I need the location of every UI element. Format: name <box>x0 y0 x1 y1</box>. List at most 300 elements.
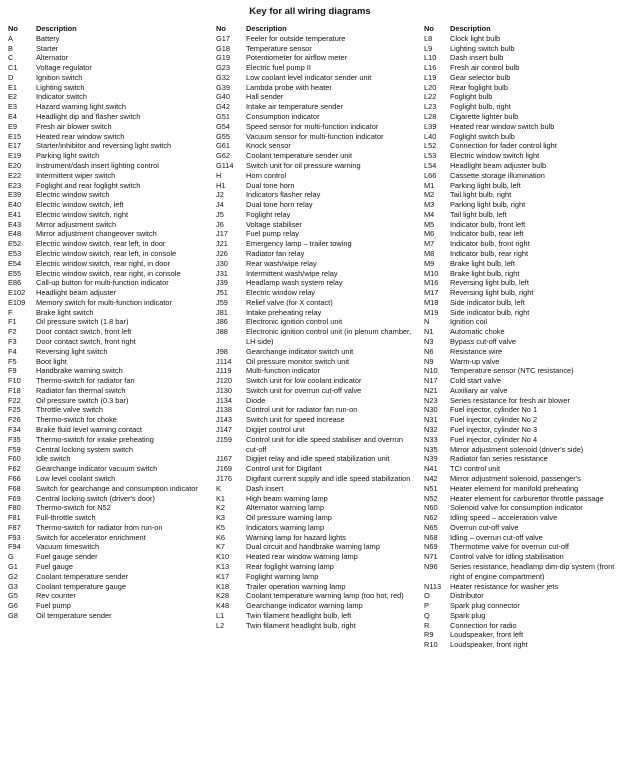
component-code: N23 <box>424 395 438 405</box>
key-entry <box>8 63 208 73</box>
component-description: Thermotime valve for overrun cut-off <box>450 542 569 552</box>
component-code: L66 <box>424 170 437 180</box>
component-code: B <box>8 43 13 53</box>
component-description: Mirror adjustment solenoid, passenger's <box>450 473 581 483</box>
key-entry <box>424 630 616 640</box>
key-entry <box>424 552 616 562</box>
key-entry <box>424 132 616 142</box>
component-description: Idling speed – acceleration valve <box>450 513 558 523</box>
component-description: Heater element for manifold preheating <box>450 483 579 493</box>
component-code: F22 <box>8 395 21 405</box>
key-entry <box>8 122 208 132</box>
component-code: L8 <box>424 33 433 43</box>
component-description: Resistance wire <box>450 346 503 356</box>
component-code: E43 <box>8 219 22 229</box>
key-entry <box>216 454 416 464</box>
component-description: Indicator bulb, front left <box>450 219 526 229</box>
component-code: F87 <box>8 522 21 532</box>
component-code: D <box>8 72 14 82</box>
key-entry <box>216 484 416 494</box>
component-code: N21 <box>424 385 438 395</box>
key-entry <box>8 259 208 269</box>
component-description: Consumption indicator <box>246 112 320 122</box>
component-description: Oil temperature sender <box>36 610 112 620</box>
component-code: F2 <box>8 327 17 337</box>
component-code: E4 <box>8 112 18 122</box>
component-code: J143 <box>216 415 233 425</box>
component-code: M19 <box>424 307 439 317</box>
component-description: Thermo-switch for radiator from run-on <box>36 522 163 532</box>
component-description: Rear foglight warning lamp <box>246 561 334 571</box>
component-code: L22 <box>424 92 437 102</box>
key-entry <box>8 220 208 230</box>
component-description: Indicator switch <box>36 92 87 102</box>
component-code: G23 <box>216 63 230 73</box>
key-entry <box>424 269 616 279</box>
key-entry <box>8 34 208 44</box>
component-description: Connection for fader control light <box>450 141 557 151</box>
component-description: Voltage stabiliser <box>246 219 302 229</box>
component-code: N60 <box>424 503 438 513</box>
page-title: Key for all wiring diagrams <box>249 6 371 17</box>
component-description: Parking light bulb, left <box>450 180 521 190</box>
key-entry <box>8 53 208 63</box>
component-description: Handbrake warning switch <box>36 366 123 376</box>
key-entry <box>216 347 416 357</box>
component-description: Fresh air blower switch <box>36 121 112 131</box>
component-description: Multi-function indicator <box>246 366 320 376</box>
component-description: Dash insert <box>246 483 284 493</box>
component-code: F80 <box>8 503 21 513</box>
component-code: H <box>216 170 222 180</box>
component-code: E20 <box>8 160 22 170</box>
component-code: M3 <box>424 200 435 210</box>
component-description: Intermittent wash/wipe relay <box>246 268 338 278</box>
key-entry <box>424 181 616 191</box>
key-entry <box>424 102 616 112</box>
key-entry <box>424 83 616 93</box>
component-code: J88 <box>216 327 228 337</box>
component-description: Relief valve (for X contact) <box>246 297 333 307</box>
component-code: N33 <box>424 434 438 444</box>
component-description: Electric window switch, rear left, in door <box>36 239 166 249</box>
key-entry <box>216 151 416 161</box>
component-code: N17 <box>424 376 438 386</box>
component-description: Dual tone horn relay <box>246 200 313 210</box>
component-description: Loudspeaker, front left <box>450 630 524 640</box>
key-entry <box>424 357 616 367</box>
component-code: K7 <box>216 542 226 552</box>
component-description: Indicators warning lamp <box>246 522 325 532</box>
key-entry <box>424 63 616 73</box>
component-code: M1 <box>424 180 435 190</box>
key-entry <box>424 484 616 494</box>
component-description: Spark plug connector <box>450 601 520 611</box>
key-entry <box>8 308 208 318</box>
component-code: F35 <box>8 434 21 444</box>
key-entry <box>424 92 616 102</box>
component-code: M4 <box>424 209 435 219</box>
key-entry <box>8 366 208 376</box>
component-code: C <box>8 53 14 63</box>
component-code: K <box>216 483 221 493</box>
component-description: Switch for gearchange and consumption indicator <box>36 483 198 493</box>
key-entry <box>424 386 616 396</box>
key-entry <box>8 229 208 239</box>
component-description: Radiator fan series resistance <box>450 454 548 464</box>
component-description: Intake air temperature sender <box>246 102 343 112</box>
key-entry <box>8 298 208 308</box>
key-entry <box>8 210 208 220</box>
component-code: L54 <box>424 160 437 170</box>
component-code: R <box>424 620 430 630</box>
component-code: J59 <box>216 297 228 307</box>
component-description: Gearchange indicator warning lamp <box>246 601 363 611</box>
component-description: Thermo-switch for intake preheating <box>36 434 154 444</box>
component-description: Oil pressure warning lamp <box>246 513 332 523</box>
key-entry <box>216 513 416 523</box>
component-code: F62 <box>8 464 21 474</box>
key-entry <box>424 210 616 220</box>
key-entry <box>424 317 616 327</box>
component-description: Battery <box>36 33 60 43</box>
component-description: Emergency lamp – trailer towing <box>246 239 352 249</box>
key-entry <box>424 308 616 318</box>
key-entry <box>424 415 616 425</box>
key-entry <box>424 161 616 171</box>
key-entry <box>216 503 416 513</box>
key-entry <box>8 317 208 327</box>
key-entry <box>216 542 416 552</box>
component-description: Side indicator bulb, left <box>450 297 525 307</box>
key-entry <box>8 396 208 406</box>
key-entry <box>216 494 416 504</box>
component-description: Switch unit for speed increase <box>246 415 345 425</box>
component-code: N9 <box>424 356 434 366</box>
component-code: F60 <box>8 454 21 464</box>
component-description: Cold start valve <box>450 376 501 386</box>
component-description: Rev counter <box>36 591 76 601</box>
key-entry <box>216 386 416 396</box>
component-code: J86 <box>216 317 228 327</box>
component-description: Lighting switch bulb <box>450 43 515 53</box>
component-description: Coolant temperature sender <box>36 571 129 581</box>
component-code: J98 <box>216 346 228 356</box>
component-code: J5 <box>216 209 224 219</box>
component-code: E17 <box>8 141 22 151</box>
component-description: Digijet control unit <box>246 425 305 435</box>
key-entry <box>424 347 616 357</box>
component-code: N41 <box>424 464 438 474</box>
key-entry <box>8 552 208 562</box>
key-column-2 <box>216 24 416 630</box>
component-description: Distributor <box>450 591 484 601</box>
component-description: Oil pressure switch (1.8 bar) <box>36 317 129 327</box>
component-code: J119 <box>216 366 232 376</box>
component-code: N10 <box>424 366 438 376</box>
component-code: L10 <box>424 53 437 63</box>
component-description: Clock light bulb <box>450 33 501 43</box>
component-description: Radiator fan relay <box>246 248 305 258</box>
component-code: G51 <box>216 112 230 122</box>
key-entry <box>216 572 416 582</box>
component-code: O <box>424 591 430 601</box>
key-entry <box>8 357 208 367</box>
component-code: M5 <box>424 219 435 229</box>
component-code: N6 <box>424 346 434 356</box>
component-description: Thermo-switch for radiator fan <box>36 376 135 386</box>
component-code: J51 <box>216 288 228 298</box>
description-header: Description <box>36 24 77 33</box>
key-entry <box>424 425 616 435</box>
component-description: Gearchange indicator switch unit <box>246 346 354 356</box>
key-entry <box>216 278 416 288</box>
component-code: K18 <box>216 581 230 591</box>
key-entry <box>8 83 208 93</box>
component-code: E3 <box>8 102 18 112</box>
column-header <box>424 24 616 34</box>
component-code: G40 <box>216 92 230 102</box>
key-entry <box>8 562 208 572</box>
component-description: Foglight switch bulb <box>450 131 515 141</box>
component-code: F1 <box>8 317 17 327</box>
component-description: Mirror adjustment solenoid (driver's side) <box>450 444 584 454</box>
component-code: R10 <box>424 640 438 650</box>
component-code: G32 <box>216 72 230 82</box>
key-entry <box>8 288 208 298</box>
component-description: Fuel pump <box>36 601 71 611</box>
component-description: Temperature sensor (NTC resistance) <box>450 366 574 376</box>
component-code: A <box>8 33 13 43</box>
key-entry <box>424 327 616 337</box>
component-description: Reversing light switch <box>36 346 108 356</box>
key-entry <box>216 34 416 44</box>
component-code: G114 <box>216 160 234 170</box>
component-description: Switch for accelerator enrichment <box>36 532 146 542</box>
key-entry <box>8 494 208 504</box>
component-code: J26 <box>216 248 228 258</box>
component-code: G62 <box>216 151 230 161</box>
key-entry <box>424 396 616 406</box>
component-code: G54 <box>216 121 230 131</box>
component-code: N32 <box>424 425 438 435</box>
component-code: K6 <box>216 532 226 542</box>
component-code: K10 <box>216 552 230 562</box>
key-entry <box>8 190 208 200</box>
key-entry <box>216 190 416 200</box>
component-code: N71 <box>424 552 438 562</box>
component-code: G2 <box>8 571 18 581</box>
component-description: Fuel pump relay <box>246 229 299 239</box>
component-description: Brake fluid level warning contact <box>36 425 142 435</box>
component-code: E52 <box>8 239 22 249</box>
component-description: Heated rear window warning lamp <box>246 552 358 562</box>
component-description: Call-up button for multi-function indicator <box>36 278 169 288</box>
component-code: J4 <box>216 200 224 210</box>
key-entry <box>216 132 416 142</box>
component-code: E54 <box>8 258 22 268</box>
component-code: F9 <box>8 366 17 376</box>
component-description: Trailer operation warning lamp <box>246 581 346 591</box>
component-code: K17 <box>216 571 230 581</box>
key-entry <box>8 181 208 191</box>
component-description: Gearchange indicator vacuum switch <box>36 464 158 474</box>
component-code: F69 <box>8 493 21 503</box>
component-description: Thermo-switch for N52 <box>36 503 111 513</box>
component-description: Digifant current supply and idle speed stabilization <box>246 473 411 483</box>
key-entry <box>216 229 416 239</box>
component-code: N52 <box>424 493 438 503</box>
key-entry <box>216 239 416 249</box>
component-code: M18 <box>424 297 439 307</box>
component-code: J30 <box>216 258 228 268</box>
component-description: High beam warning lamp <box>246 493 328 503</box>
component-description: Cigarette lighter bulb <box>450 112 519 122</box>
component-description: Reversing light bulb, right <box>450 288 534 298</box>
component-description: Oil pressure switch (0.3 bar) <box>36 395 129 405</box>
component-description: Ignition coil <box>450 317 487 327</box>
key-entry <box>424 239 616 249</box>
component-code: N31 <box>424 415 438 425</box>
component-description: Heater resistance for washer jets <box>450 581 559 591</box>
component-description: Fuel injector, cylinder No 4 <box>450 434 538 444</box>
key-entry <box>8 445 208 455</box>
component-description: Fuel gauge sender <box>36 552 98 562</box>
key-entry <box>8 112 208 122</box>
component-code: E86 <box>8 278 22 288</box>
component-description: Hazard warning light switch <box>36 102 126 112</box>
key-entry <box>8 92 208 102</box>
key-entry <box>216 102 416 112</box>
key-entry <box>8 132 208 142</box>
component-code: E102 <box>8 288 26 298</box>
component-description: Auxiliary air valve <box>450 385 508 395</box>
key-entry <box>424 582 616 592</box>
key-entry <box>216 591 416 601</box>
key-entry <box>8 542 208 552</box>
component-code: E40 <box>8 200 22 210</box>
key-entry <box>216 308 416 318</box>
component-code: F59 <box>8 444 21 454</box>
key-entry <box>8 347 208 357</box>
component-code: F4 <box>8 346 17 356</box>
key-entry <box>216 376 416 386</box>
component-description: Central locking system switch <box>36 444 133 454</box>
key-entry <box>424 435 616 445</box>
component-code: E48 <box>8 229 22 239</box>
component-code: H1 <box>216 180 226 190</box>
component-description: Tail light bulb, left <box>450 209 507 219</box>
key-entry <box>8 611 208 621</box>
component-code: J39 <box>216 278 228 288</box>
component-description: Twin filament headlight bulb, left <box>246 610 352 620</box>
component-code: J21 <box>216 239 228 249</box>
component-description: Switch unit for oil pressure warning <box>246 160 361 170</box>
component-code: L1 <box>216 610 225 620</box>
component-description: Hall sender <box>246 92 284 102</box>
component-description: Spark plug <box>450 610 486 620</box>
key-entry <box>216 171 416 181</box>
component-description: Speed sensor for multi-function indicator <box>246 121 379 131</box>
component-code: E53 <box>8 248 22 258</box>
key-entry <box>8 44 208 54</box>
key-entry <box>8 533 208 543</box>
component-code: F3 <box>8 337 17 346</box>
key-entry <box>424 366 616 376</box>
component-code: E9 <box>8 121 18 131</box>
component-description: Heater element for carburettor throttle passage <box>450 493 604 503</box>
component-code: J176 <box>216 473 233 483</box>
component-description: Electric fuel pump II <box>246 63 311 73</box>
key-entry <box>216 73 416 83</box>
key-entry <box>8 269 208 279</box>
key-entry <box>216 161 416 171</box>
component-code: C1 <box>8 63 18 73</box>
description-header: Description <box>450 24 491 33</box>
key-entry <box>8 474 208 484</box>
component-code: M9 <box>424 258 435 268</box>
no-header: No <box>216 24 226 33</box>
entry-list <box>216 34 416 631</box>
component-code: K28 <box>216 591 230 601</box>
component-code: G5 <box>8 591 18 601</box>
key-entry <box>424 73 616 83</box>
component-code: F93 <box>8 532 21 542</box>
key-entry <box>216 435 416 455</box>
no-header: No <box>424 24 434 33</box>
component-description: Electric window switch <box>36 190 110 200</box>
component-code: N113 <box>424 581 442 591</box>
component-description: Throttle valve switch <box>36 405 103 415</box>
component-description: Digijet relay and idle speed stabilization unit <box>246 454 390 464</box>
component-code: G3 <box>8 581 18 591</box>
key-entry <box>216 141 416 151</box>
key-entry <box>216 200 416 210</box>
component-code: K13 <box>216 561 230 571</box>
component-description: Radiator fan thermal switch <box>36 385 126 395</box>
component-code: L40 <box>424 131 437 141</box>
component-description: Rear foglight bulb <box>450 82 508 92</box>
component-code: F10 <box>8 376 21 386</box>
key-entry <box>8 102 208 112</box>
component-code: M6 <box>424 229 435 239</box>
component-description: Solenoid valve for consumption indicator <box>450 503 583 513</box>
component-code: J138 <box>216 405 233 415</box>
component-code: F94 <box>8 542 21 552</box>
component-code: J31 <box>216 268 228 278</box>
component-code: L28 <box>424 112 437 122</box>
component-code: F68 <box>8 483 21 493</box>
key-entry <box>216 298 416 308</box>
component-description: Fuel injector, cylinder No 2 <box>450 415 538 425</box>
component-description: Twin filament headlight bulb, right <box>246 620 356 630</box>
component-description: Lambda probe with heater <box>246 82 332 92</box>
key-entry <box>424 220 616 230</box>
key-entry <box>424 601 616 611</box>
key-entry <box>8 601 208 611</box>
key-entry <box>424 200 616 210</box>
key-entry <box>216 523 416 533</box>
component-description: Brake light bulb, left <box>450 258 515 268</box>
column-header <box>216 24 416 34</box>
key-entry <box>8 386 208 396</box>
component-code: N69 <box>424 542 438 552</box>
key-entry <box>424 151 616 161</box>
component-code: J130 <box>216 385 233 395</box>
component-code: E2 <box>8 92 18 102</box>
component-code: E23 <box>8 180 22 190</box>
component-code: M10 <box>424 268 439 278</box>
